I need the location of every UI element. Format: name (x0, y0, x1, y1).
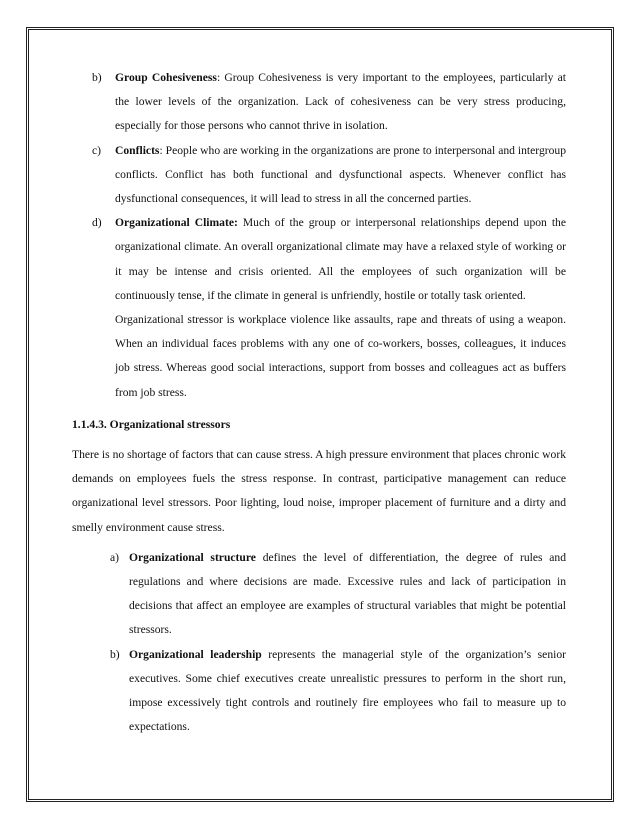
item-text: People who are working in the organizations are prone to interpersonal and intergroup conflicts. Conflict has both functional and dysfunctional aspects. Whenever conflict has dysfunctional consequences, it will lead to stress in all the concerned parties. (115, 143, 566, 206)
list-marker: a) (110, 550, 120, 564)
item-text: Much of the group or interpersonal relationships depend upon the organizational climate. An overall organizational climate may have a relaxed style of working or it may be intense and crisis oriented. All the employees of such organization will be continuously tense, if the climate in general is unfriendly, hostile or totally task oriented. (115, 216, 567, 302)
section-heading: 1.1.4.3. Organizational stressors (72, 417, 231, 431)
item-title: Organizational leadership (129, 647, 262, 661)
list-item-group-cohesiveness (72, 66, 566, 139)
list-marker: b) (110, 647, 120, 661)
organizational-stressor-list (72, 546, 566, 740)
list-item-organizational-leadership (72, 643, 566, 740)
item-title: Organizational structure (129, 550, 256, 564)
list-marker: c) (92, 143, 102, 157)
list-item-organizational-structure (72, 546, 566, 643)
section-paragraph: There is no shortage of factors that can cause stress. A high pressure environment that places chronic work demands on employees fuels the stress response. In contrast, participative management can reduce organizational level stressors. Poor lighting, loud noise, improper placement of furniture and a dirty and smelly environment cause stress. (72, 448, 566, 534)
workplace-violence-paragraph: Organizational stressor is workplace violence like assaults, rape and threats of using a weapon. When an individual faces problems with any one of co-workers, bosses, colleagues, it induces job stress. Whereas good social interactions, support from bosses and colleagues act as buffers from job stress. (115, 313, 566, 399)
item-title: Conflicts (115, 143, 160, 157)
list-marker: b) (92, 71, 102, 84)
item-separator (256, 551, 263, 564)
list-item-conflicts (72, 139, 566, 212)
list-marker: d) (92, 216, 102, 230)
item-separator: : (216, 71, 225, 84)
list-item-organizational-climate (72, 211, 566, 308)
item-text: defines the level of differentiation, the degree of rules and regulations and where decisions are made. Excessive rules and lack of participation in decisions that affect an employee are examples of structural variables that might be potential stressors. (129, 550, 566, 637)
document-body (72, 66, 566, 739)
item-title: Organizational Climate: (115, 216, 238, 230)
item-text: Group Cohesiveness is very important to the employees, particularly at the lower levels of the organization. Lack of cohesiveness can be very stress producing, especially for those persons who cannot thrive in isolation. (115, 71, 567, 133)
item-title: Group Cohesiveness (115, 71, 217, 84)
item-text: represents the managerial style of the organization’s senior executives. Some chief executives create unrealistic pressures to perform in the short run, impose excessively tight controls and routinely fire employees who fail to measure up to expectations. (129, 647, 566, 734)
stressor-list-group (72, 66, 566, 405)
item-separator: : (159, 143, 166, 157)
